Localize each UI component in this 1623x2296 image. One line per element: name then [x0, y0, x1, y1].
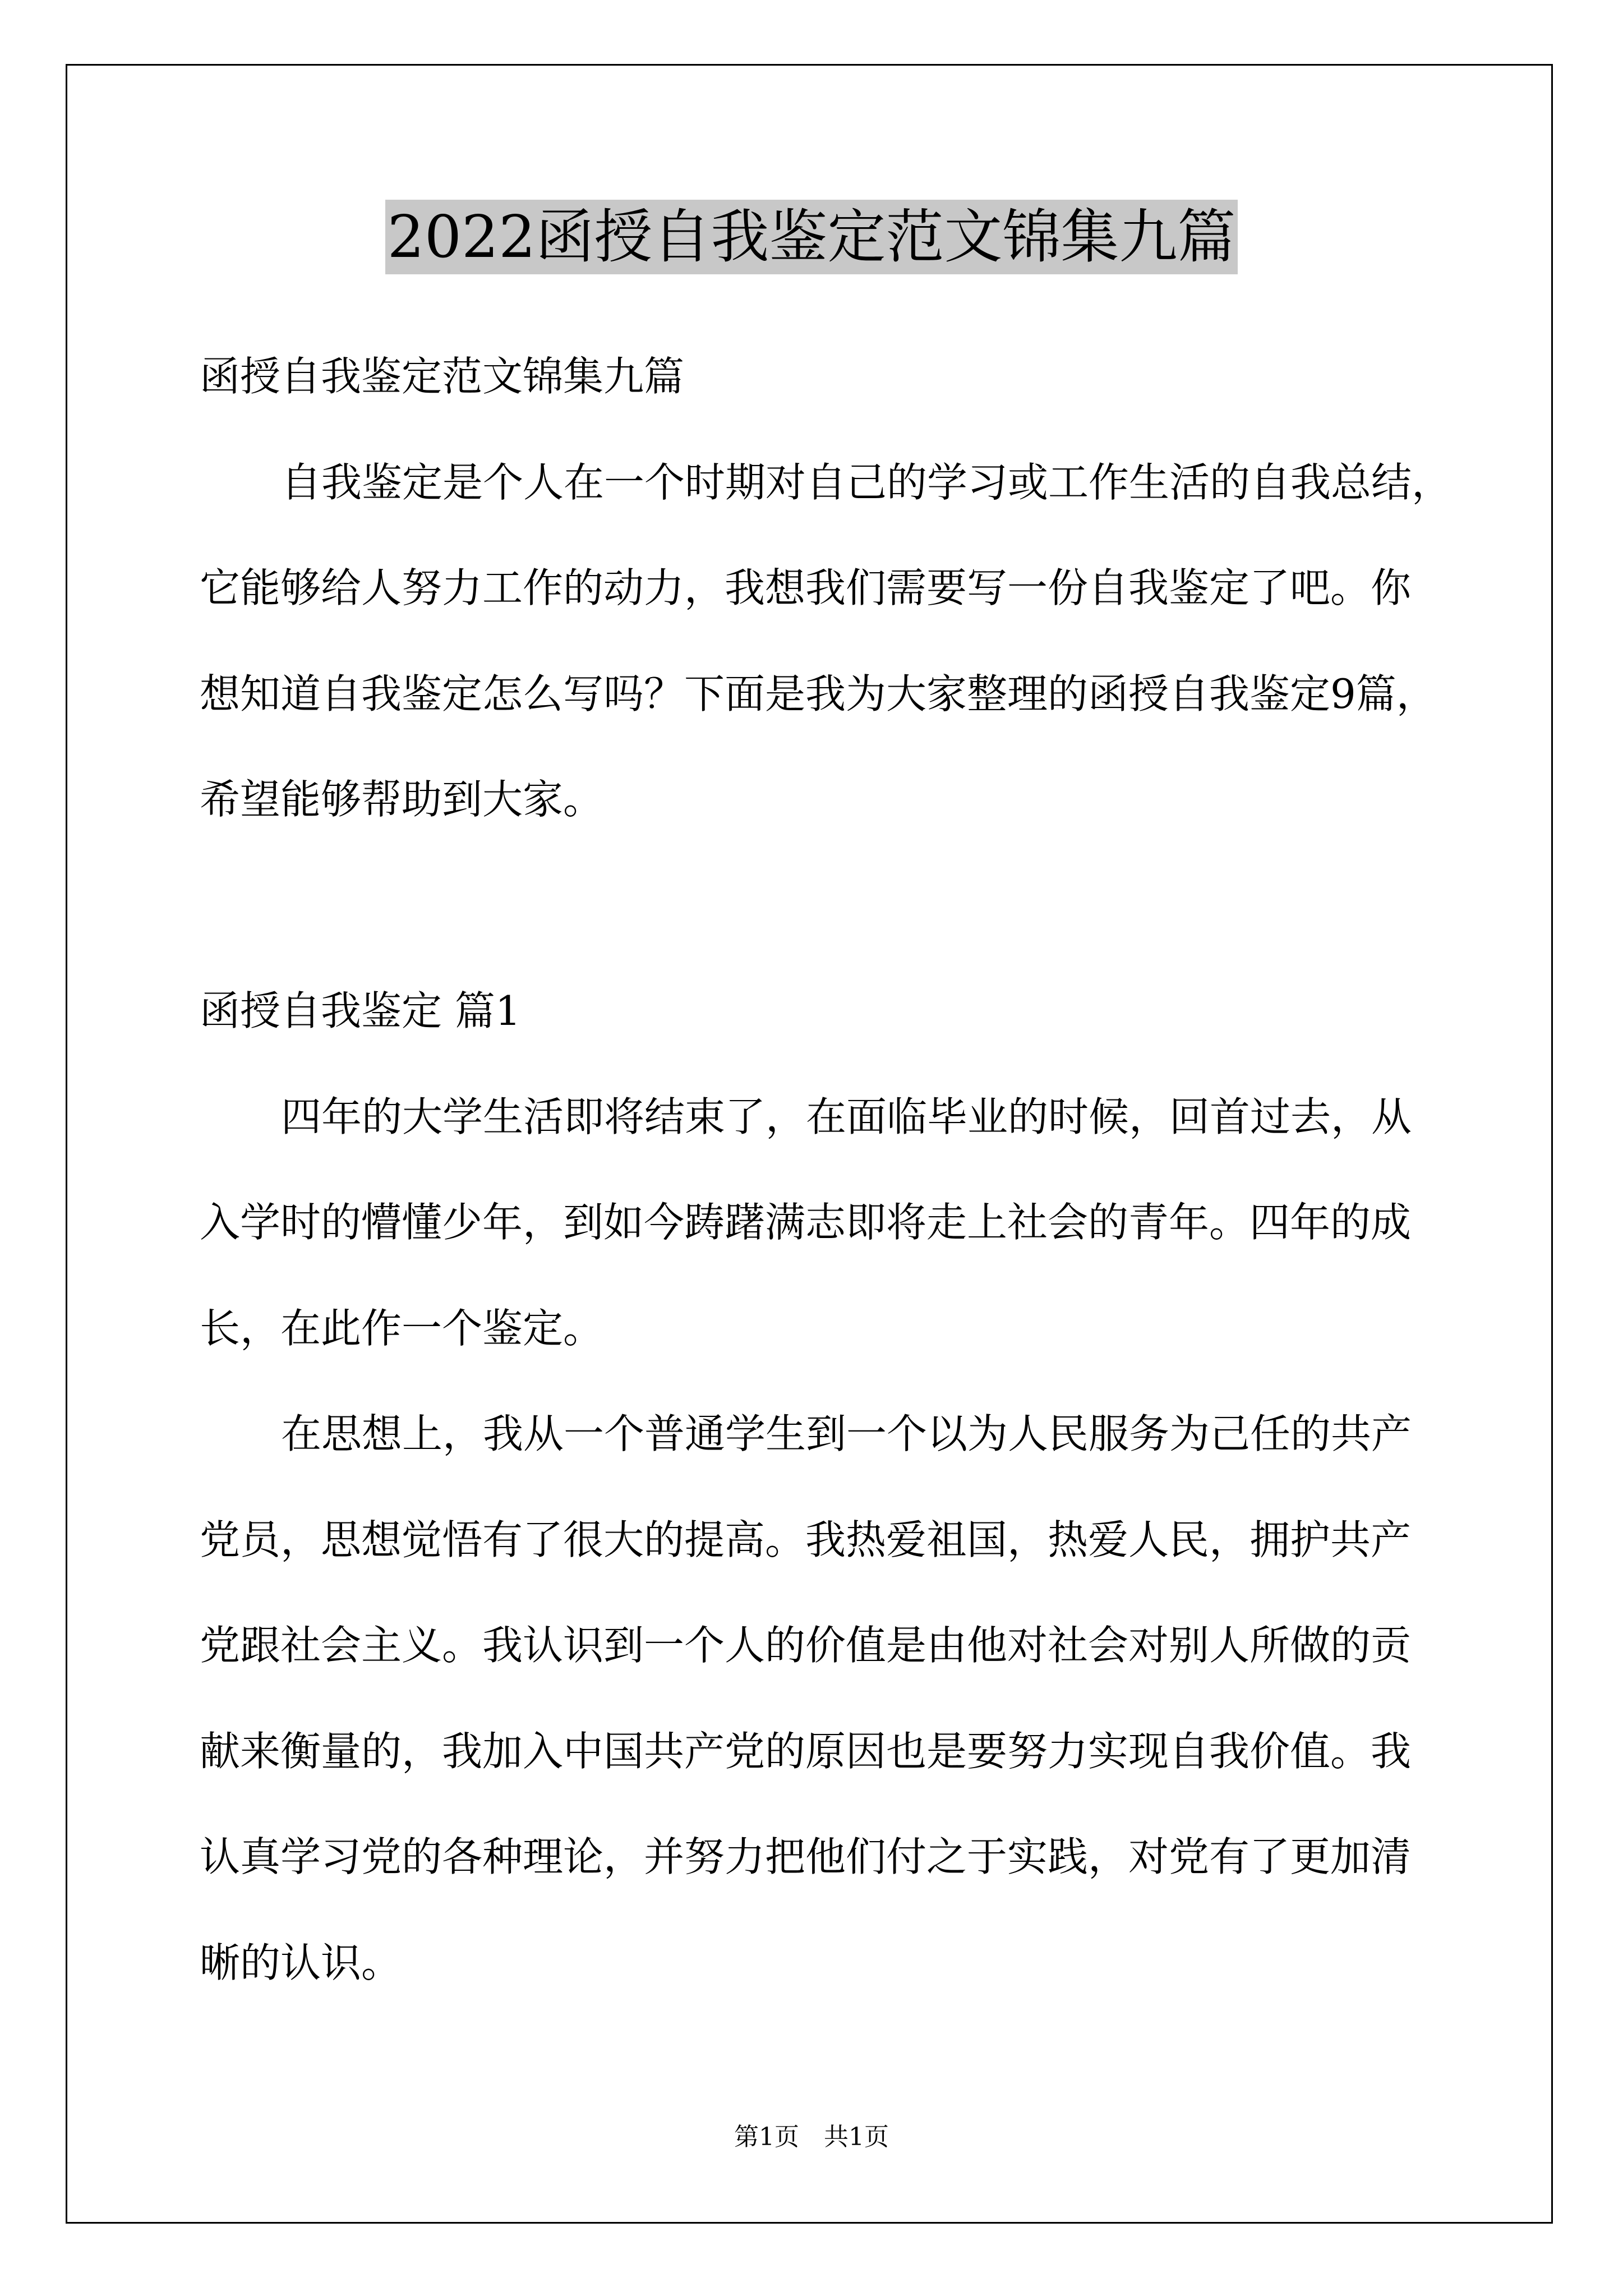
- intro-heading: 函授自我鉴定范文锦集九篇: [200, 353, 685, 400]
- text-line: 晰的认识。: [200, 1939, 402, 1986]
- footer-page-number: 第1页: [734, 2123, 799, 2151]
- blank-line: [200, 853, 1490, 959]
- document-title: [0, 200, 1623, 274]
- text-line: 党跟社会主义。我认识到一个人的价值是由他对社会对别人所做的贡: [200, 1622, 1412, 1669]
- text-line: 党员，思想觉悟有了很大的提高。我热爱祖国，热爱人民，拥护共产: [200, 1516, 1412, 1563]
- text-line: 长，在此作一个鉴定。: [200, 1304, 604, 1352]
- paragraph: [200, 1381, 1490, 2016]
- body-text: [200, 324, 1490, 2016]
- title-highlight: 2022函授自我鉴定范文锦集九篇: [385, 200, 1238, 274]
- paragraph: [200, 1064, 1490, 1382]
- footer-page-total: 共1页: [824, 2123, 889, 2151]
- text-line: 四年的大学生活即将结束了，在面临毕业的时候，回首过去，从: [281, 1093, 1412, 1140]
- text-line: 在思想上，我从一个普通学生到一个以为人民服务为己任的共产: [281, 1410, 1412, 1457]
- text-line: 它能够给人努力工作的动力，我想我们需要写一份自我鉴定了吧。你: [200, 564, 1412, 611]
- text-line: 自我鉴定是个人在一个时期对自己的学习或工作生活的自我总结，: [281, 458, 1453, 506]
- page-footer: [0, 2120, 1623, 2154]
- intro-paragraph: [200, 430, 1490, 853]
- text-line: 想知道自我鉴定怎么写吗？下面是我为大家整理的函授自我鉴定9篇，: [200, 670, 1437, 717]
- text-line: 认真学习党的各种理论，并努力把他们付之于实践，对党有了更加清: [200, 1833, 1412, 1880]
- text-line: 献来衡量的，我加入中国共产党的原因也是要努力实现自我价值。我: [200, 1727, 1412, 1775]
- text-line: 入学时的懵懂少年，到如今踌躇满志即将走上社会的青年。四年的成: [200, 1199, 1412, 1246]
- text-line: 希望能够帮助到大家。: [200, 776, 604, 823]
- section-heading: 函授自我鉴定 篇1: [200, 987, 521, 1034]
